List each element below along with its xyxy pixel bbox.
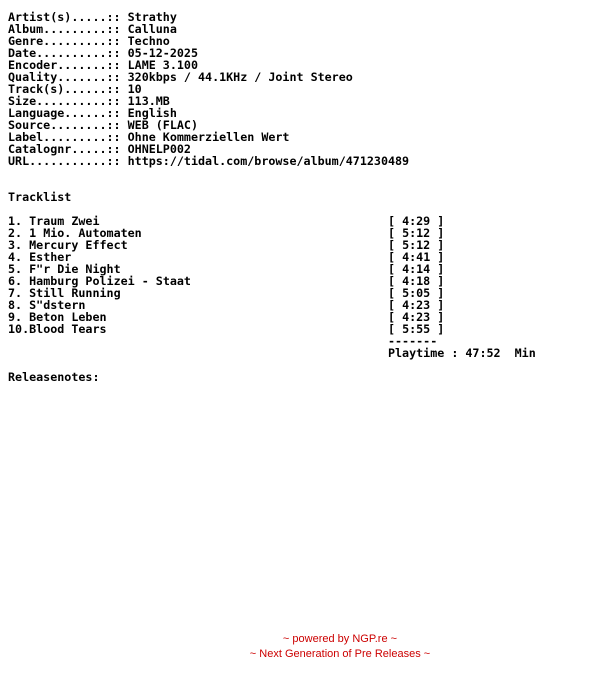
track-duration: [ 4:18 ] (388, 274, 445, 288)
info-key: Genre.........:: (8, 34, 128, 48)
track-duration: [ 4:23 ] (388, 310, 445, 324)
info-value: Calluna (127, 22, 177, 36)
footer-tagline: ~ Next Generation of Pre Releases ~ (249, 648, 431, 660)
info-row-url (8, 155, 536, 167)
blank-line (8, 167, 536, 179)
info-value: English (127, 106, 177, 120)
info-value: https://tidal.com/browse/album/471230489 (127, 154, 410, 168)
track-title: Beton Leben (29, 310, 107, 324)
track-title: F"r Die Night (29, 262, 121, 276)
track-number: 3. (8, 238, 30, 252)
track-title: Still Running (29, 286, 121, 300)
track-duration: [ 5:05 ] (388, 286, 445, 300)
info-key: Quality.......:: (8, 70, 128, 84)
info-key: Size..........:: (8, 94, 128, 108)
releasenotes-heading: Releasenotes: (8, 370, 100, 384)
nfo-text (8, 11, 536, 383)
info-value: OHNELP002 (127, 142, 191, 156)
track-title: Traum Zwei (29, 214, 100, 228)
info-value: LAME 3.100 (127, 58, 198, 72)
info-value: 320kbps / 44.1KHz / Joint Stereo (127, 70, 353, 84)
track-duration: [ 5:55 ] (388, 322, 445, 336)
track-number: 1. (8, 214, 30, 228)
track-number: 5. (8, 262, 30, 276)
track-number: 6. (8, 274, 30, 288)
track-number: 10. (8, 322, 30, 336)
track-title: Hamburg Polizei - Staat (29, 274, 191, 288)
info-key: Track(s)......:: (8, 82, 128, 96)
track-duration: [ 4:41 ] (388, 250, 445, 264)
info-value: Ohne Kommerziellen Wert (127, 130, 290, 144)
info-key: Date..........:: (8, 46, 128, 60)
track-number: 2. (8, 226, 30, 240)
playtime-text: Playtime : 47:52 Min (387, 346, 536, 360)
tracklist-heading: Tracklist (8, 190, 72, 204)
track-number: 7. (8, 286, 30, 300)
info-key: Artist(s).....:: (8, 10, 128, 24)
info-value: WEB (FLAC) (127, 118, 198, 132)
info-key: Label.........:: (8, 130, 128, 144)
playtime-row (8, 347, 536, 359)
track-number: 4. (8, 250, 30, 264)
info-value: 05-12-2025 (127, 46, 198, 60)
info-key: Source........:: (8, 118, 128, 132)
track-title: Blood Tears (29, 322, 107, 336)
track-title: Mercury Effect (29, 238, 128, 252)
info-key: Language......:: (8, 106, 128, 120)
track-title: Esther (29, 250, 72, 264)
blank-line (8, 179, 536, 191)
tracklist (8, 215, 536, 335)
info-key: Encoder.......:: (8, 58, 128, 72)
track-duration: [ 5:12 ] (388, 226, 445, 240)
track-duration: [ 5:12 ] (388, 238, 445, 252)
track-duration: [ 4:23 ] (388, 298, 445, 312)
track-duration: [ 4:14 ] (388, 262, 445, 276)
info-key: URL...........:: (8, 154, 128, 168)
info-key: Album.........:: (8, 22, 128, 36)
info-value: Techno (127, 34, 170, 48)
info-value: 113.MB (127, 94, 170, 108)
track-number: 8. (8, 298, 30, 312)
track-number: 9. (8, 310, 30, 324)
track-title: S"dstern (29, 298, 86, 312)
track-duration: [ 4:29 ] (388, 214, 445, 228)
track-title: 1 Mio. Automaten (29, 226, 142, 240)
info-value: Strathy (127, 10, 177, 24)
info-key: Catalognr.....:: (8, 142, 128, 156)
info-value: 10 (127, 82, 142, 96)
footer (0, 632, 616, 662)
footer-powered-by: ~ powered by NGP.re ~ (282, 633, 398, 645)
separator-dashes: ------- (387, 334, 438, 348)
